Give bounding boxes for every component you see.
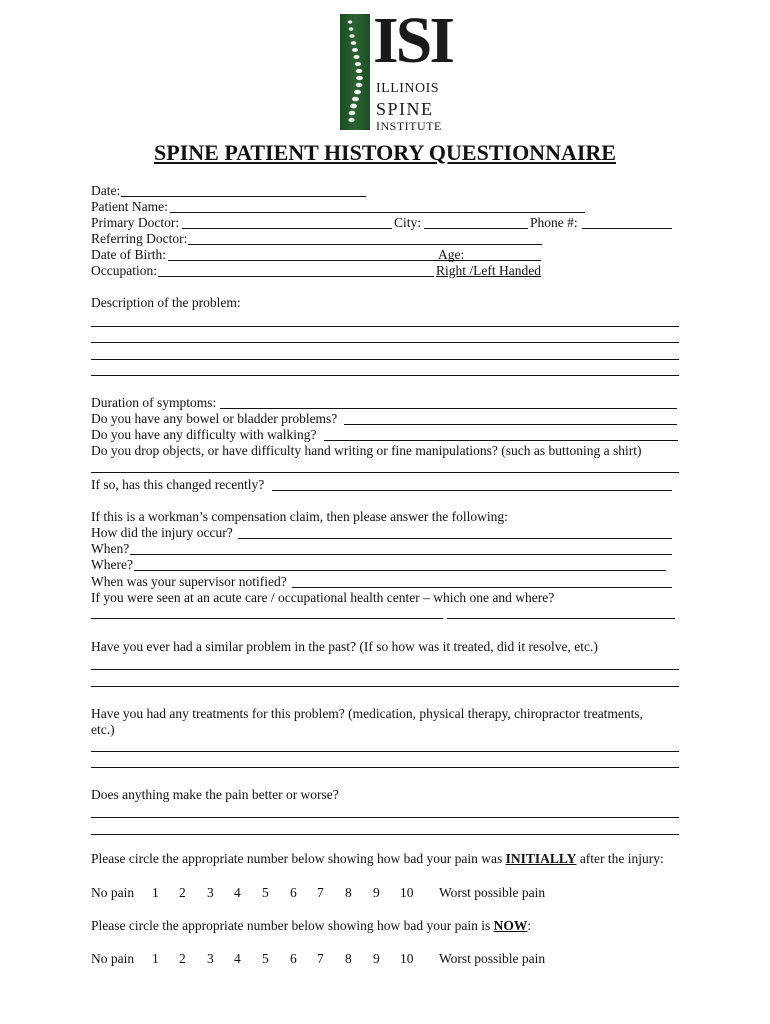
- duration-field[interactable]: [220, 408, 677, 409]
- pain-option[interactable]: 3: [207, 885, 214, 900]
- similar-problem-label: Have you ever had a similar problem in the past? (If so how was it treated, did it resolve, etc.): [91, 639, 598, 654]
- where-label: Where?: [91, 557, 133, 572]
- age-label: Age:: [438, 247, 465, 262]
- pain-option[interactable]: 5: [262, 951, 269, 966]
- pain-option[interactable]: 1: [152, 951, 159, 966]
- initially-emphasis: INITIALLY: [505, 851, 577, 866]
- description-line[interactable]: [91, 326, 679, 327]
- city-field[interactable]: [424, 228, 528, 229]
- city-label: City:: [394, 215, 422, 230]
- pain-scale-low-label: No pain: [91, 951, 135, 966]
- pain-option[interactable]: 4: [234, 951, 241, 966]
- date-of-birth-field[interactable]: [168, 260, 541, 261]
- pain-option[interactable]: 8: [345, 885, 352, 900]
- supervisor-label: When was your supervisor notified?: [91, 574, 287, 589]
- patient-name-label: Patient Name:: [91, 199, 168, 214]
- description-line[interactable]: [91, 359, 679, 360]
- pain-option[interactable]: 6: [290, 951, 297, 966]
- pain-option[interactable]: 2: [179, 951, 186, 966]
- acute-care-label: If you were seen at an acute care / occupational health center – which one and where?: [91, 590, 555, 605]
- phone-field[interactable]: [582, 228, 672, 229]
- description-label: Description of the problem:: [91, 295, 241, 310]
- pain-option[interactable]: 8: [345, 951, 352, 966]
- similar-problem-line[interactable]: [91, 686, 679, 687]
- pain-option[interactable]: 1: [152, 885, 159, 900]
- date-label: Date:: [91, 183, 121, 198]
- logo-line-spine: SPINE: [376, 99, 434, 119]
- workmans-comp-label: If this is a workman’s compensation claim, then please answer the following:: [91, 509, 508, 524]
- bowel-field[interactable]: [344, 424, 677, 425]
- referring-doctor-field[interactable]: [188, 244, 542, 245]
- logo-line-institute: INSTITUTE: [376, 119, 442, 133]
- handedness-option[interactable]: Right /Left Handed: [436, 263, 541, 278]
- pain-now-prompt: Please circle the appropriate number below showing how bad your pain is NOW:: [91, 918, 532, 933]
- when-label: When?: [91, 541, 130, 556]
- pain-option[interactable]: 10: [400, 951, 414, 966]
- phone-label: Phone #:: [530, 215, 578, 230]
- description-line[interactable]: [91, 342, 679, 343]
- pain-option[interactable]: 7: [317, 951, 324, 966]
- pain-option[interactable]: 9: [373, 885, 380, 900]
- treatments-line[interactable]: [91, 767, 679, 768]
- patient-name-field[interactable]: [170, 212, 585, 213]
- treatments-label-line2: etc.): [91, 722, 115, 737]
- page-title: SPINE PATIENT HISTORY QUESTIONNAIRE: [154, 140, 616, 165]
- date-field[interactable]: [121, 196, 366, 197]
- similar-problem-line[interactable]: [91, 669, 679, 670]
- pain-option[interactable]: 7: [317, 885, 324, 900]
- how-injury-field[interactable]: [238, 538, 672, 539]
- drop-objects-label: Do you drop objects, or have difficulty hand writing or fine manipulations? (such as buttoning a shirt): [91, 443, 642, 458]
- description-line[interactable]: [91, 375, 679, 376]
- logo-line-illinois: ILLINOIS: [376, 81, 440, 96]
- walking-field[interactable]: [324, 440, 678, 441]
- pain-option[interactable]: 9: [373, 951, 380, 966]
- pain-option[interactable]: 3: [207, 951, 214, 966]
- occupation-label: Occupation:: [91, 263, 157, 278]
- pain-option[interactable]: 5: [262, 885, 269, 900]
- primary-doctor-label: Primary Doctor:: [91, 215, 180, 230]
- pain-initial-prompt: Please circle the appropriate number below showing how bad your pain was INITIALLY after the injury:: [91, 851, 664, 866]
- treatments-label-line1: Have you had any treatments for this problem? (medication, physical therapy, chiropractor treatments,: [91, 706, 644, 721]
- changed-recently-field[interactable]: [272, 490, 672, 491]
- drop-objects-line[interactable]: [91, 472, 679, 473]
- now-emphasis: NOW: [493, 918, 528, 933]
- pain-scale-low-label: No pain: [91, 885, 135, 900]
- when-field[interactable]: [130, 554, 672, 555]
- better-worse-label: Does anything make the pain better or worse?: [91, 787, 339, 802]
- isi-logo: [340, 4, 453, 133]
- pain-option[interactable]: 4: [234, 885, 241, 900]
- pain-scale-high-label: Worst possible pain: [439, 885, 546, 900]
- better-worse-line[interactable]: [91, 817, 679, 818]
- where-field[interactable]: [134, 570, 666, 571]
- spine-graphic-icon: [340, 14, 370, 130]
- primary-doctor-field[interactable]: [182, 228, 392, 229]
- referring-doctor-label: Referring Doctor:: [91, 231, 188, 246]
- walking-label: Do you have any difficulty with walking?: [91, 427, 317, 442]
- pain-option[interactable]: 6: [290, 885, 297, 900]
- bowel-label: Do you have any bowel or bladder problems?: [91, 411, 338, 426]
- acute-care-field-1[interactable]: [91, 618, 443, 619]
- better-worse-line[interactable]: [91, 834, 679, 835]
- date-of-birth-label: Date of Birth:: [91, 247, 166, 262]
- duration-label: Duration of symptoms:: [91, 395, 217, 410]
- changed-recently-label: If so, has this changed recently?: [91, 477, 265, 492]
- pain-option[interactable]: 10: [400, 885, 414, 900]
- occupation-field[interactable]: [158, 276, 434, 277]
- how-injury-label: How did the injury occur?: [91, 525, 233, 540]
- treatments-line[interactable]: [91, 751, 679, 752]
- acute-care-field-2[interactable]: [447, 618, 675, 619]
- pain-option[interactable]: 2: [179, 885, 186, 900]
- supervisor-field[interactable]: [292, 587, 672, 588]
- logo-letters: ISI: [373, 4, 453, 77]
- pain-scale-high-label: Worst possible pain: [439, 951, 546, 966]
